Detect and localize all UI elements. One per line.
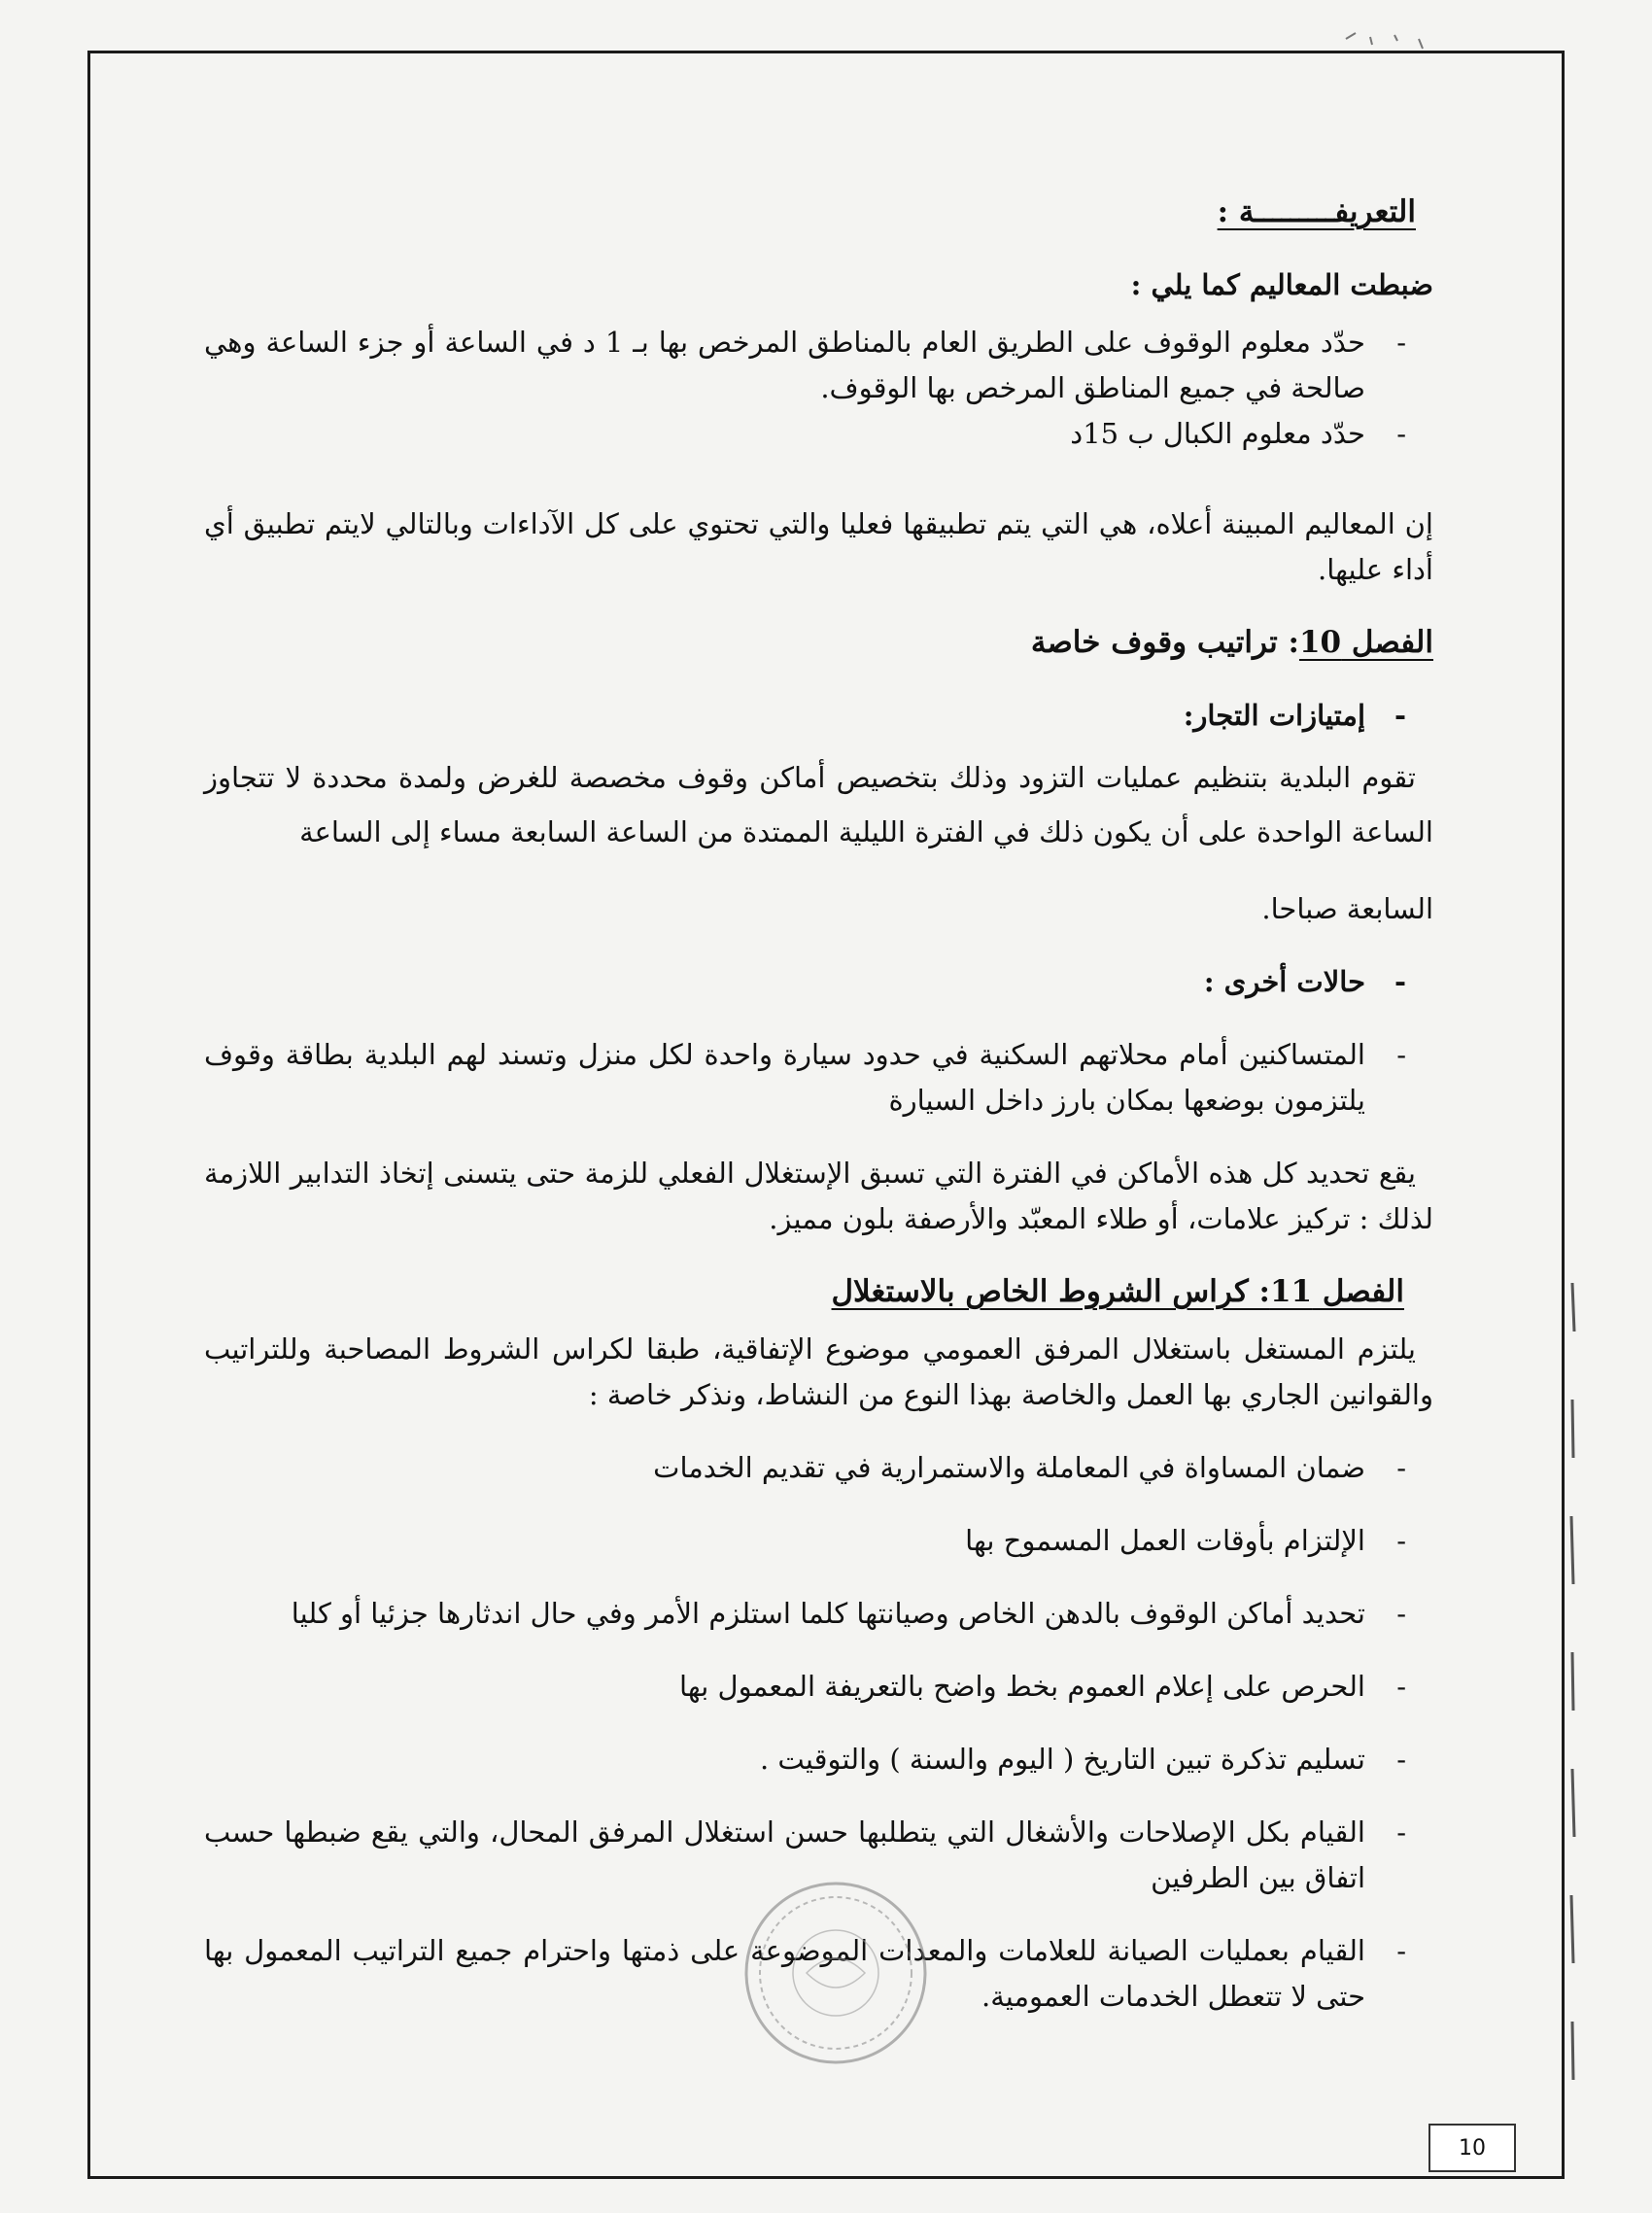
obligation-item: [204, 1664, 1433, 1710]
dash-marker: -: [1396, 1038, 1406, 1071]
chapter10-heading: [204, 620, 1433, 666]
obligation-text: الحرص على إعلام العموم بخط واضح بالتعريفة المعمول بها: [679, 1670, 1365, 1703]
tariff-item-text: حدّد معلوم الوقوف على الطريق العام بالمناطق المرخص بها بـ 1 د في الساعة أو جزء الساعة وهي صالحة في جميع المناطق المرخص بها الوقوف.: [204, 326, 1365, 404]
chapter11-intro: يلتزم المستغل باستغلال المرفق العمومي موضوع الإتفاقية، طبقا لكراس الشروط المصاحبة وللتراتيب والقوانين الجاري بها العمل والخاصة بهذا النوع من النشاط، ونذكر خاصة :: [204, 1332, 1433, 1411]
tariff-item-2: [204, 411, 1433, 457]
dash-marker: -: [1394, 965, 1406, 998]
obligation-text: القيام بكل الإصلاحات والأشغال التي يتطلبها حسن استغلال المرفق المحال، والتي يقع ضبطها حسب اتفاق بين الطرفين: [204, 1815, 1365, 1894]
residents-item: [204, 1032, 1433, 1124]
binder-marks: [1555, 1263, 1594, 2138]
dash-marker: -: [1396, 1524, 1406, 1557]
dash-marker: -: [1394, 699, 1406, 732]
dash-marker: -: [1396, 417, 1406, 450]
obligation-text: القيام بعمليات الصيانة للعلامات والمعدات الموضوعة على ذمتها واحترام جميع التراتيب المعمول بها حتى لا تتعطل الخدمات العمومية.: [204, 1934, 1365, 2013]
dash-marker: -: [1396, 1743, 1406, 1776]
locations-text: يقع تحديد كل هذه الأماكن في الفترة التي تسبق الإستغلال الفعلي للزمة حتى يتسنى إتخاذ التدابير اللازمة لذلك : تركيز علامات، أو طلاء المعبّد والأرصفة بلون مميز.: [204, 1157, 1433, 1235]
params-note: إن المعاليم المبينة أعلاه، هي التي يتم تطبيقها فعليا والتي تحتوي على كل الآداءات وبالتالي لايتم تطبيق أي أداء عليها.: [204, 507, 1433, 586]
tariff-item-text: حدّد معلوم الكبال ب 15د: [1070, 417, 1365, 450]
obligation-text: تحديد أماكن الوقوف بالدهن الخاص وصيانتها كلما استلزم الأمر وفي حال اندثارها جزئيا أو كليا: [291, 1597, 1365, 1630]
chapter10-title: : تراتيب وقوف خاصة: [1030, 625, 1299, 660]
params-heading: ضبطت المعاليم كما يلي :: [1130, 268, 1433, 301]
dash-marker: -: [1396, 1670, 1406, 1703]
other-cases-heading: [204, 959, 1433, 1005]
dash-marker: -: [1396, 326, 1406, 359]
municipal-stamp-icon: [739, 1876, 933, 2070]
dash-marker: -: [1396, 1934, 1406, 1967]
scan-mark-icon: [1341, 27, 1428, 56]
chapter10-prefix: الفصل 10: [1298, 625, 1433, 660]
obligation-text: الإلتزام بأوقات العمل المسموح بها: [965, 1524, 1365, 1557]
tariff-heading: [204, 190, 1433, 235]
merchants-heading: [204, 693, 1433, 739]
obligation-text: تسليم تذكرة تبين التاريخ ( اليوم والسنة ) والتوقيت .: [760, 1743, 1365, 1776]
chapter11-prefix: الفصل 11: [1269, 1274, 1404, 1309]
obligation-text: ضمان المساواة في المعاملة والاستمرارية في تقديم الخدمات: [653, 1451, 1365, 1484]
dash-marker: -: [1396, 1815, 1406, 1849]
residents-item-text: المتساكنين أمام محلاتهم السكنية في حدود سيارة واحدة لكل منزل وتسند لهم البلدية بطاقة وقوف يلتزمون بوضعها بمكان بارز داخل السيارة: [204, 1038, 1365, 1117]
merchants-text: تقوم البلدية بتنظيم عمليات التزود وذلك بتخصيص أماكن وقوف مخصصة للغرض ولمدة محددة لا تتجاوز الساعة الواحدة على أن يكون ذلك في الفترة الليلية الممتدة من الساعة السابعة مساء إلى الساعة: [204, 761, 1433, 848]
tariff-title: التعريفـــــــــة :: [1217, 194, 1416, 229]
merchants-text-end: السابعة صباحا.: [1261, 892, 1433, 925]
other-cases-title: حالات أخرى :: [1203, 965, 1365, 998]
chapter11-heading: [204, 1269, 1433, 1315]
chapter11-title: : كراس الشروط الخاص بالاستغلال: [831, 1274, 1270, 1309]
obligation-item: [204, 1518, 1433, 1564]
obligation-item: [204, 1591, 1433, 1637]
merchants-title: إمتيازات التجار:: [1183, 699, 1365, 732]
tariff-item-1: [204, 320, 1433, 411]
dash-marker: -: [1396, 1451, 1406, 1484]
document-body: [204, 190, 1433, 2020]
obligation-item: [204, 1445, 1433, 1491]
obligation-item: [204, 1737, 1433, 1782]
page-number: 10: [1428, 2124, 1516, 2172]
dash-marker: -: [1396, 1597, 1406, 1630]
